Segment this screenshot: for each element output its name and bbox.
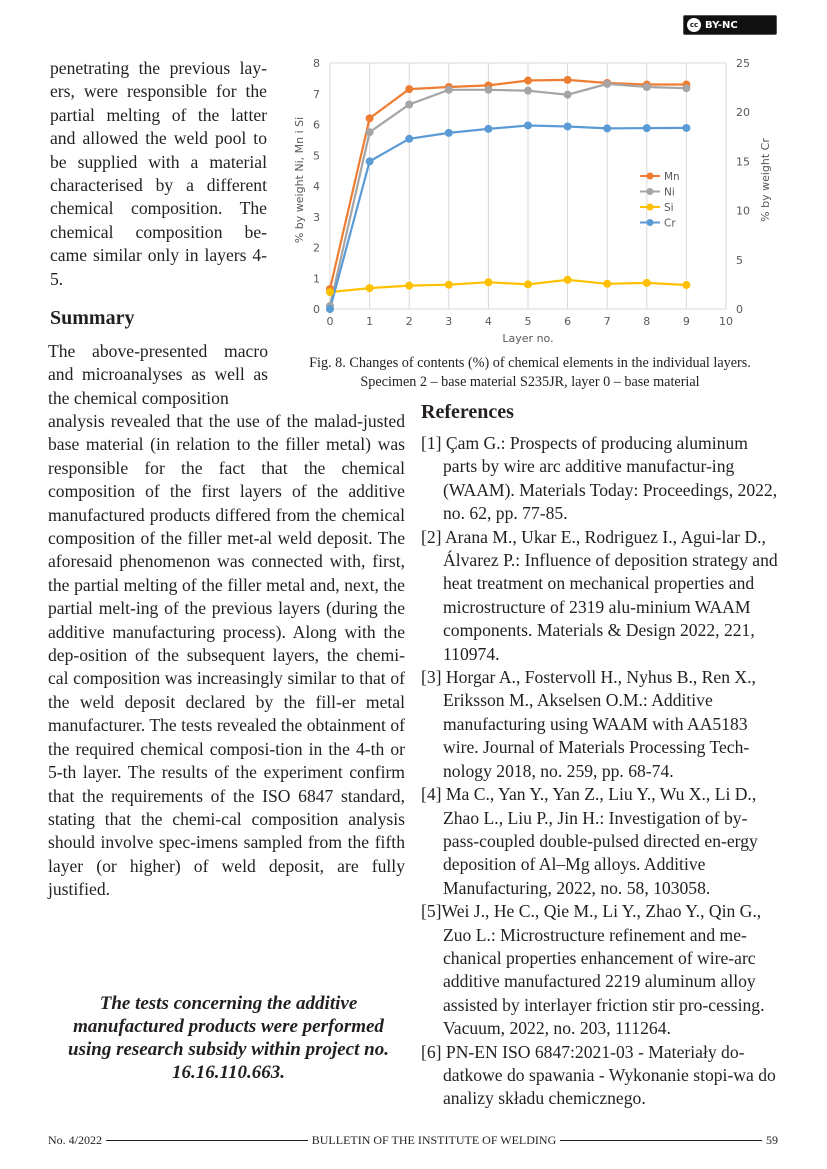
references-heading: References xyxy=(421,401,514,423)
data-point-cr xyxy=(326,305,334,313)
y2-tick-label: 10 xyxy=(736,204,750,218)
reference-item: [4] Ma C., Yan Y., Yan Z., Liu Y., Wu X., Li D., Zhao L., Liu P., Jin H.: Investigation of by-pass-coupled double-pulsed directed en-ergy deposition of Al–Mg alloys. Additive Manufacturing, 2022, no. 58, 103058. xyxy=(421,784,758,898)
y2-tick-label: 15 xyxy=(736,155,750,169)
y2-tick-label: 0 xyxy=(736,303,743,316)
data-point-cr xyxy=(445,129,453,137)
y2-tick-label: 25 xyxy=(736,57,750,70)
x-tick-label: 10 xyxy=(719,315,733,328)
data-point-mn xyxy=(366,114,374,122)
data-point-si xyxy=(445,281,453,289)
footer-journal: BULLETIN OF THE INSTITUTE OF WELDING xyxy=(311,1133,557,1147)
legend-label: Cr xyxy=(664,217,676,230)
data-point-si xyxy=(484,278,492,286)
x-tick-labels xyxy=(327,315,734,328)
y-tick-label: 3 xyxy=(313,210,320,224)
y-tick-label: 7 xyxy=(313,87,320,101)
series-line-mn xyxy=(330,80,686,289)
legend-marker xyxy=(647,219,654,226)
data-point-si xyxy=(366,284,374,292)
chart-legend xyxy=(640,171,680,230)
chemical-composition-chart xyxy=(288,52,778,348)
data-point-mn xyxy=(564,76,572,84)
figure-caption xyxy=(290,354,770,392)
footer-rule-left xyxy=(106,1140,308,1141)
chart-series-lines xyxy=(330,80,686,309)
data-point-mn xyxy=(524,77,532,85)
data-point-ni xyxy=(484,86,492,94)
y-tick-label: 1 xyxy=(313,272,320,286)
data-point-ni xyxy=(445,86,453,94)
data-point-si xyxy=(643,279,651,287)
references-list xyxy=(421,432,778,1111)
data-point-si xyxy=(524,280,532,288)
data-point-ni xyxy=(643,83,651,91)
data-point-cr xyxy=(405,135,413,143)
intro-paragraph: penetrating the previous lay-ers, were responsible for the partial melting of the latter and allowed the weld pool to be supplied with a material characterised by a different chemical composition. The chemical composition be-came similar only in layers 4-5. xyxy=(50,58,267,289)
data-point-cr xyxy=(366,157,374,165)
x-tick-label: 9 xyxy=(682,315,690,328)
data-point-si xyxy=(564,276,572,284)
reference-item: [3] Horgar A., Fostervoll H., Nyhus B., Ren X., Eriksson M., Akselsen O.M.: Additive manufacturing using WAAM with AA5183 wire. Journal of Materials Processing Tech-nology 2018, no. 259, pp. 68-74. xyxy=(421,667,756,781)
data-point-mn xyxy=(405,85,413,93)
cc-icon: cc xyxy=(687,18,701,32)
y-tick-label: 8 xyxy=(313,57,320,70)
x-tick-label: 2 xyxy=(405,315,413,328)
x-tick-label: 4 xyxy=(484,315,492,328)
data-point-cr xyxy=(484,125,492,133)
data-point-cr xyxy=(603,124,611,132)
y2-axis-label: % by weight Cr xyxy=(759,138,772,222)
data-point-ni xyxy=(603,80,611,88)
summary-paragraph-start: The above-presented macro and microanalyses as well as the chemical composition xyxy=(48,341,268,408)
data-point-si xyxy=(326,288,334,296)
x-tick-label: 5 xyxy=(524,315,532,328)
y-tick-label: 4 xyxy=(313,180,320,193)
data-point-ni xyxy=(366,128,374,136)
summary-heading: Summary xyxy=(50,307,135,329)
y2-tick-labels xyxy=(736,57,750,316)
y-tick-label: 6 xyxy=(313,118,320,132)
license-badge xyxy=(683,15,777,35)
license-label: BY-NC xyxy=(705,19,738,31)
x-tick-label: 6 xyxy=(564,315,572,328)
reference-item: [6] PN-EN ISO 6847:2021-03 - Materiały do-datkowe do spawania - Wykonanie stopi-wa do analizy składu chemicznego. xyxy=(421,1041,776,1109)
y-tick-label: 2 xyxy=(313,241,320,255)
footer-issue: No. 4/2022 xyxy=(48,1133,102,1147)
acknowledgement: The tests concerning the additive manufactured products were performed using research subsidy within project no. 16.16.110.663. xyxy=(68,993,389,1083)
data-point-si xyxy=(405,282,413,290)
data-point-cr xyxy=(524,121,532,129)
legend-label: Mn xyxy=(664,171,680,183)
data-point-ni xyxy=(524,87,532,95)
reference-item: [5]Wei J., He C., Qie M., Li Y., Zhao Y., Qin G., Zuo L.: Microstructure refinement and me-chanical properties enhancement of wire-arc additive manufactured 2219 aluminum alloy assisted by interlayer friction stir pro-cessing. Vacuum, 2022, no. 203, 111264. xyxy=(421,901,765,1039)
reference-item: [1] Çam G.: Prospects of producing aluminum parts by wire arc additive manufactur-ing (WAAM). Materials Today: Proceedings, 2022, no. 62, pp. 77-85. xyxy=(421,433,778,524)
x-tick-label: 3 xyxy=(445,315,453,328)
data-point-si xyxy=(603,280,611,288)
legend-marker xyxy=(647,204,654,211)
data-point-cr xyxy=(682,124,690,132)
y-tick-label: 5 xyxy=(313,149,320,163)
legend-label: Ni xyxy=(664,186,675,199)
data-point-cr xyxy=(564,122,572,130)
y-tick-labels xyxy=(313,57,320,316)
y-tick-label: 0 xyxy=(313,303,320,316)
legend-marker xyxy=(647,188,654,195)
caption-line-1: Fig. 8. Changes of contents (%) of chemical elements in the individual layers. xyxy=(309,355,751,371)
x-axis-label: Layer no. xyxy=(502,332,554,345)
data-point-ni xyxy=(564,91,572,99)
x-tick-label: 1 xyxy=(366,315,374,328)
data-point-si xyxy=(682,281,690,289)
reference-item: [2] Arana M., Ukar E., Rodriguez I., Agui-lar D., Álvarez P.: Influence of deposition strategy and heat treatment on mechanical properties and microstructure of 2319 alu-minium WAAM components. Materials & Design 2022, 221, 110974. xyxy=(421,526,778,664)
page-footer xyxy=(48,1133,778,1148)
y2-tick-label: 5 xyxy=(736,253,743,267)
data-point-cr xyxy=(643,124,651,132)
y2-tick-label: 20 xyxy=(736,106,750,120)
legend-marker xyxy=(647,173,654,180)
data-point-ni xyxy=(405,101,413,109)
x-tick-label: 7 xyxy=(603,315,611,328)
series-line-si xyxy=(330,280,686,292)
y-axis-label: % by weight Ni, Mn i Si xyxy=(293,116,306,244)
footer-rule-right xyxy=(560,1140,762,1141)
footer-page-number: 59 xyxy=(766,1133,778,1147)
caption-line-2: Specimen 2 – base material S235JR, layer 0 – base material xyxy=(360,374,700,390)
x-tick-label: 0 xyxy=(326,315,334,328)
x-tick-label: 8 xyxy=(643,315,651,328)
data-point-ni xyxy=(682,84,690,92)
series-line-ni xyxy=(330,84,686,306)
legend-label: Si xyxy=(664,202,674,214)
summary-paragraph-continued: analysis revealed that the use of the malad-justed base material (in relation to the filler metal) was responsible for the fact that the chemical composition of the first layers of the additive manufactured products differed from the chemical composition of the filler met-al weld deposit. The aforesaid phenomenon was connected with, first, the partial melting of the filler metal and, next, the partial melt-ing of the previous layers (during the additive manufacturing process). Along with the dep-osition of the subsequent layers, the chemi-cal composition was increasingly similar to that of the weld deposit declared by the fill-er metal manufacturer. The tests revealed the obtainment of the required chemical composi-tion in the 4-th or 5-th layer. The results of the experiment confirm that the requirements of the ISO 6847 standard, stating that the chemi-cal composition analysis should involve spec-imens sampled from the fifth layer (or higher) of weld deposit, are fully justified. xyxy=(48,411,405,900)
series-line-cr xyxy=(330,126,686,310)
